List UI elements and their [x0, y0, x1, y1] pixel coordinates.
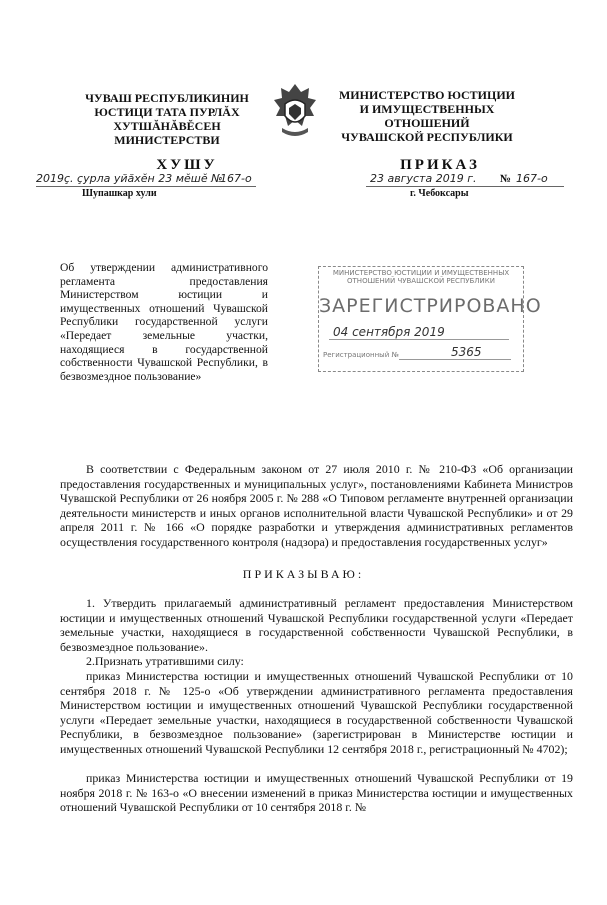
body-paragraph: 2.Признать утратившими силу:: [86, 654, 244, 668]
right-date-handwritten: 23 августа 2019 г.: [370, 172, 477, 185]
right-city: г. Чебоксары: [410, 188, 469, 199]
coat-of-arms-emblem: [270, 82, 320, 142]
right-org-line: И ИМУЩЕСТВЕННЫХ: [359, 102, 495, 116]
right-org-header: [328, 88, 526, 144]
stamp-reg-label: Регистрационный №: [323, 351, 399, 359]
left-org-header: [72, 91, 262, 147]
left-date-underline: [36, 186, 256, 187]
left-city: Шупашкар хули: [82, 188, 157, 199]
right-org-line: ОТНОШЕНИЙ: [384, 116, 470, 130]
right-doc-type: ПРИКАЗ: [400, 157, 480, 173]
right-org-line: МИНИСТЕРСТВО ЮСТИЦИИ: [338, 88, 515, 102]
left-org-line: ЧУВАШ РЕСПУБЛИКИНИН: [85, 91, 249, 105]
right-date-underline: [366, 186, 564, 187]
stamp-date-line: [329, 339, 509, 340]
stamp-header: МИНИСТЕРСТВО ЮСТИЦИИ И ИМУЩЕСТВЕННЫХ ОТНОШЕНИЙ ЧУВАШСКОЙ РЕСПУБЛИКИ: [332, 269, 510, 285]
stamp-reg-number-handwritten: 5365: [451, 345, 482, 359]
right-number-handwritten: 167-о: [516, 172, 548, 185]
stamp-date-handwritten: 04 сентября 2019: [333, 325, 445, 339]
left-date-handwritten: 2019ç. çурла уйăхĕн 23 мĕшĕ №: [36, 172, 223, 185]
right-number-prefix: №: [500, 173, 512, 185]
left-doc-type: ХУШУ: [156, 157, 218, 173]
left-org-line: ЮСТИЦИ ТАТА ПУРЛĂХ: [94, 105, 240, 119]
document-subject: Об утверждении административного регламента предоставления Министерством юстиции и имущественных отношений Чувашской Республики государственной услуги «Передает земельные участки, находящиеся в государственной собственности Чувашской Республики, в безвозмездное пользование»: [60, 261, 268, 383]
right-org-line: ЧУВАШСКОЙ РЕСПУБЛИКИ: [341, 130, 513, 144]
left-number-handwritten: 167-о: [220, 172, 252, 185]
preamble-paragraph: В соответствии с Федеральным законом от 27 июля 2010 г. № 210-ФЗ «Об организации предоставления государственных и муниципальных услуг», постановлениями Кабинета Министров Чувашской Республики от 26 ноября 2005 г. № 288 «О Типовом регламенте внутренней организации деятельности министерств и иных органов исполнительной власти Чувашской Республики» и от 29 апреля 2011 г. № 166 «О порядке разработки и утверждения административных регламентов осуществления государственного контроля (надзора) и предоставления государственных услуг»: [60, 462, 573, 549]
order-word: ПРИКАЗЫВАЮ:: [242, 567, 365, 581]
body-paragraph: приказ Министерства юстиции и имущественных отношений Чувашской Республики от 10 сентября 2018 г. № 125-о «Об утверждении административного регламента предоставления Министерством юстиции и имущественных отношений Чувашской Республики государственной услуги «Передает земельные участки, находящиеся в государственной собственности Чувашской Республики, в безвозмездное пользование» (зарегистрирован в Министерстве юстиции и имущественных отношений Чувашской Республики 12 сентября 2018 г., регистрационный № 4702);: [60, 669, 573, 756]
left-org-line: МИНИСТЕРСТВИ: [114, 133, 220, 147]
left-org-line: ХУТШĂНĂВĔСЕН: [113, 119, 221, 133]
stamp-main-text: ЗАРЕГИСТРИРОВАНО: [319, 295, 542, 317]
stamp-reg-line: [399, 359, 511, 360]
body-paragraph: приказ Министерства юстиции и имущественных отношений Чувашской Республики от 19 ноября 2018 г. № 163-о «О внесении изменений в приказ Министерства юстиции и имущественных отношений Чувашской Республики от 10 сентября 2018 г. №: [60, 771, 573, 814]
body-paragraph: 1. Утвердить прилагаемый административный регламент предоставления Министерством юстиции и имущественных отношений Чувашской Республики государственной услуги «Передает земельные участки, находящиеся в государственной собственности Чувашской Республики, в безвозмездное пользование».: [60, 596, 573, 654]
registration-stamp: [318, 266, 542, 372]
